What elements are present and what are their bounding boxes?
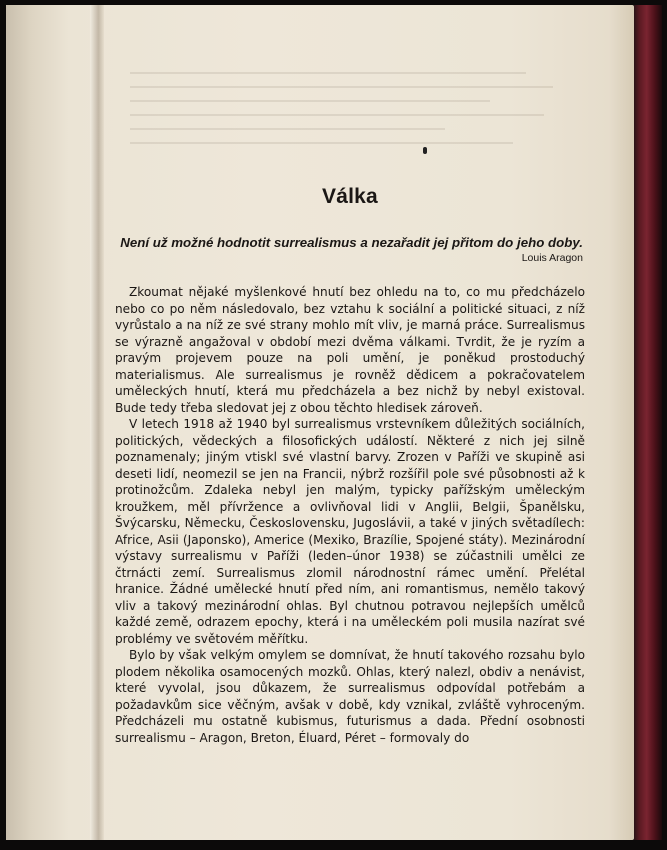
ink-speck xyxy=(423,147,427,154)
paragraph: V letech 1918 až 1940 byl surrealismus vrstevníkem důležitých sociálních, politických, vědeckých a filosofických událostí. Některé z nich jej silně poznamenaly; jiným vtiskl své vlastní barvy. Zrozen v Paříži ve skupině asi deseti lidí, neomezil se jen na Francii, nýbrž rozšířil pole své působnosti až k protinožcům. Zdaleka nebyl jen malým, typicky pařížským uměleckým kroužkem, měl přívržence a ovlivňoval lidi v Anglii, Belgii, Španělsku, Švýcarsku, Německu, Československu, Jugoslávii, a také v jiných světadílech: Africe, Asii (Japonsko), Americe (Mexiko, Brazílie, Spojené státy). Mezinárodní výstavy surrealismu v Paříži (leden–únor 1938) se zúčastnili umělci ze čtrnácti zemí. Surrealismus zlomil národnostní rámec umění. Přelétal hranice. Žádné umělecké hnutí před ním, ani romantismus, nemělo takový vliv a takový mezinárodní ohlas. Byl chutnou potravou nejlepších umělců každé země, odrazem epochy, která i na uměleckém poli musila nazírat své problémy ve světovém měřítku. xyxy=(115,417,585,646)
body-text xyxy=(115,284,585,746)
epigraph-author: Louis Aragon xyxy=(521,252,583,264)
paragraph: Zkoumat nějaké myšlenkové hnutí bez ohledu na to, co mu předcházelo nebo co po něm následovalo, bez vztahu k sociální a politické situaci, z níž vyrůstalo a na níž ze své strany mohlo mít vliv, je marná práce. Surrealismus se výrazně angažoval v období mezi dvěma válkami. Tvrdit, že je ryzím a pravým projevem pouze na poli umění, je poněkud prostoduchý materialismus. Ale surrealismus je rovněž dědicem a pokračovatelem uměleckých hnutí, která mu předcházela a bez nichž by nebyl existoval. Bude tedy třeba sledovat jej z obou těchto hledisek zároveň. xyxy=(115,285,585,415)
chapter-title: Válka xyxy=(322,185,378,208)
show-through-text xyxy=(130,60,580,170)
book-cover-edge xyxy=(634,5,662,840)
epigraph: Není už možné hodnotit surrealismus a nezařadit jej přitom do jeho doby. xyxy=(120,235,583,250)
page-content xyxy=(115,185,585,746)
page-gutter xyxy=(90,5,104,840)
paragraph: Bylo by však velkým omylem se domnívat, že hnutí takového rozsahu bylo plodem několika osamocených mozků. Ohlas, který nalezl, obdiv a nenávist, které vyvolal, jsou důkazem, že surrealismus odpovídal potřebám a požadavkům sice věčným, avšak v době, kdy vznikal, zvláště vyhroceným. Předcházeli mu ostatně kubismus, futurismus a dada. Přední osobnosti surrealismu – Aragon, Breton, Éluard, Péret – formovaly do xyxy=(115,648,585,745)
